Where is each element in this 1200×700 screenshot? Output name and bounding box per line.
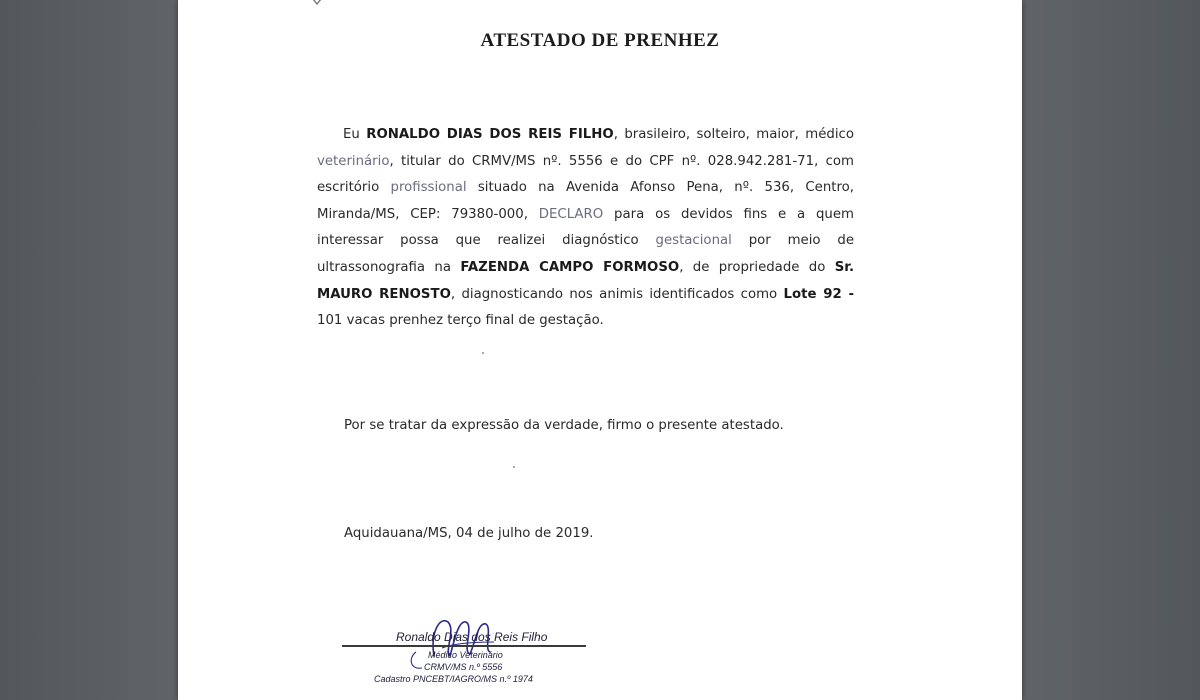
paragraph-text: , titular do CRMV/MS nº. 5556 e do CPF nº. 028.942.281-71, com escritório (317, 153, 854, 196)
document-title: ATESTADO DE PRENHEZ (480, 30, 720, 51)
paragraph-text: DECLARO (538, 206, 604, 222)
paragraph-text: , de propriedade do (679, 259, 835, 275)
paragraph-text: situado na Avenida Afonso Pena, nº. 536, Centro, Miranda/MS, CEP: 79380-000, (317, 180, 855, 222)
veterinarian-name: RONALDO DIAS DOS REIS FILHO (366, 127, 614, 142)
closing-statement: Por se tratar da expressão da verdade, firmo o presente atestado. (344, 418, 784, 433)
paragraph-text: por meio de ultrassonografia na (317, 233, 855, 275)
signature-block (338, 612, 598, 700)
paragraph-text: , brasileiro, solteiro, maior, médico (613, 127, 854, 142)
signature-line (342, 645, 586, 647)
paragraph-text: para os devidos fins e a quem interessar possa que realizei diagnóstico (317, 206, 854, 249)
paragraph-text: Eu (343, 127, 367, 142)
stamp-registration: Cadastro PNCEBT/IAGRO/MS n.º 1974 (374, 674, 533, 684)
declaration-paragraph (317, 122, 854, 335)
stamp-role: Médico Veterinário (428, 650, 503, 660)
paragraph-text: , diagnosticando nos animis identificados como (450, 286, 784, 302)
lot-number: Lote 92 - (783, 286, 854, 302)
paragraph-text: gestacional (655, 233, 732, 249)
owner-name: Sr. MAURO RENOSTO (317, 259, 854, 302)
paragraph-text: 101 vacas prenhez terço final de gestação. (317, 313, 604, 329)
scan-speck (482, 352, 484, 354)
paragraph-text: veterinário (317, 153, 390, 169)
farm-name: FAZENDA CAMPO FORMOSO (460, 259, 680, 275)
document-page (178, 0, 1022, 700)
scan-speck (513, 466, 515, 468)
paragraph-text: profissional (390, 180, 467, 196)
letterhead-logo-icon (306, 0, 328, 6)
place-and-date: Aquidauana/MS, 04 de julho de 2019. (344, 526, 594, 541)
stamp-name: Ronaldo Dias dos Reis Filho (396, 630, 548, 644)
stamp-crmv: CRMV/MS n.º 5556 (424, 662, 503, 672)
